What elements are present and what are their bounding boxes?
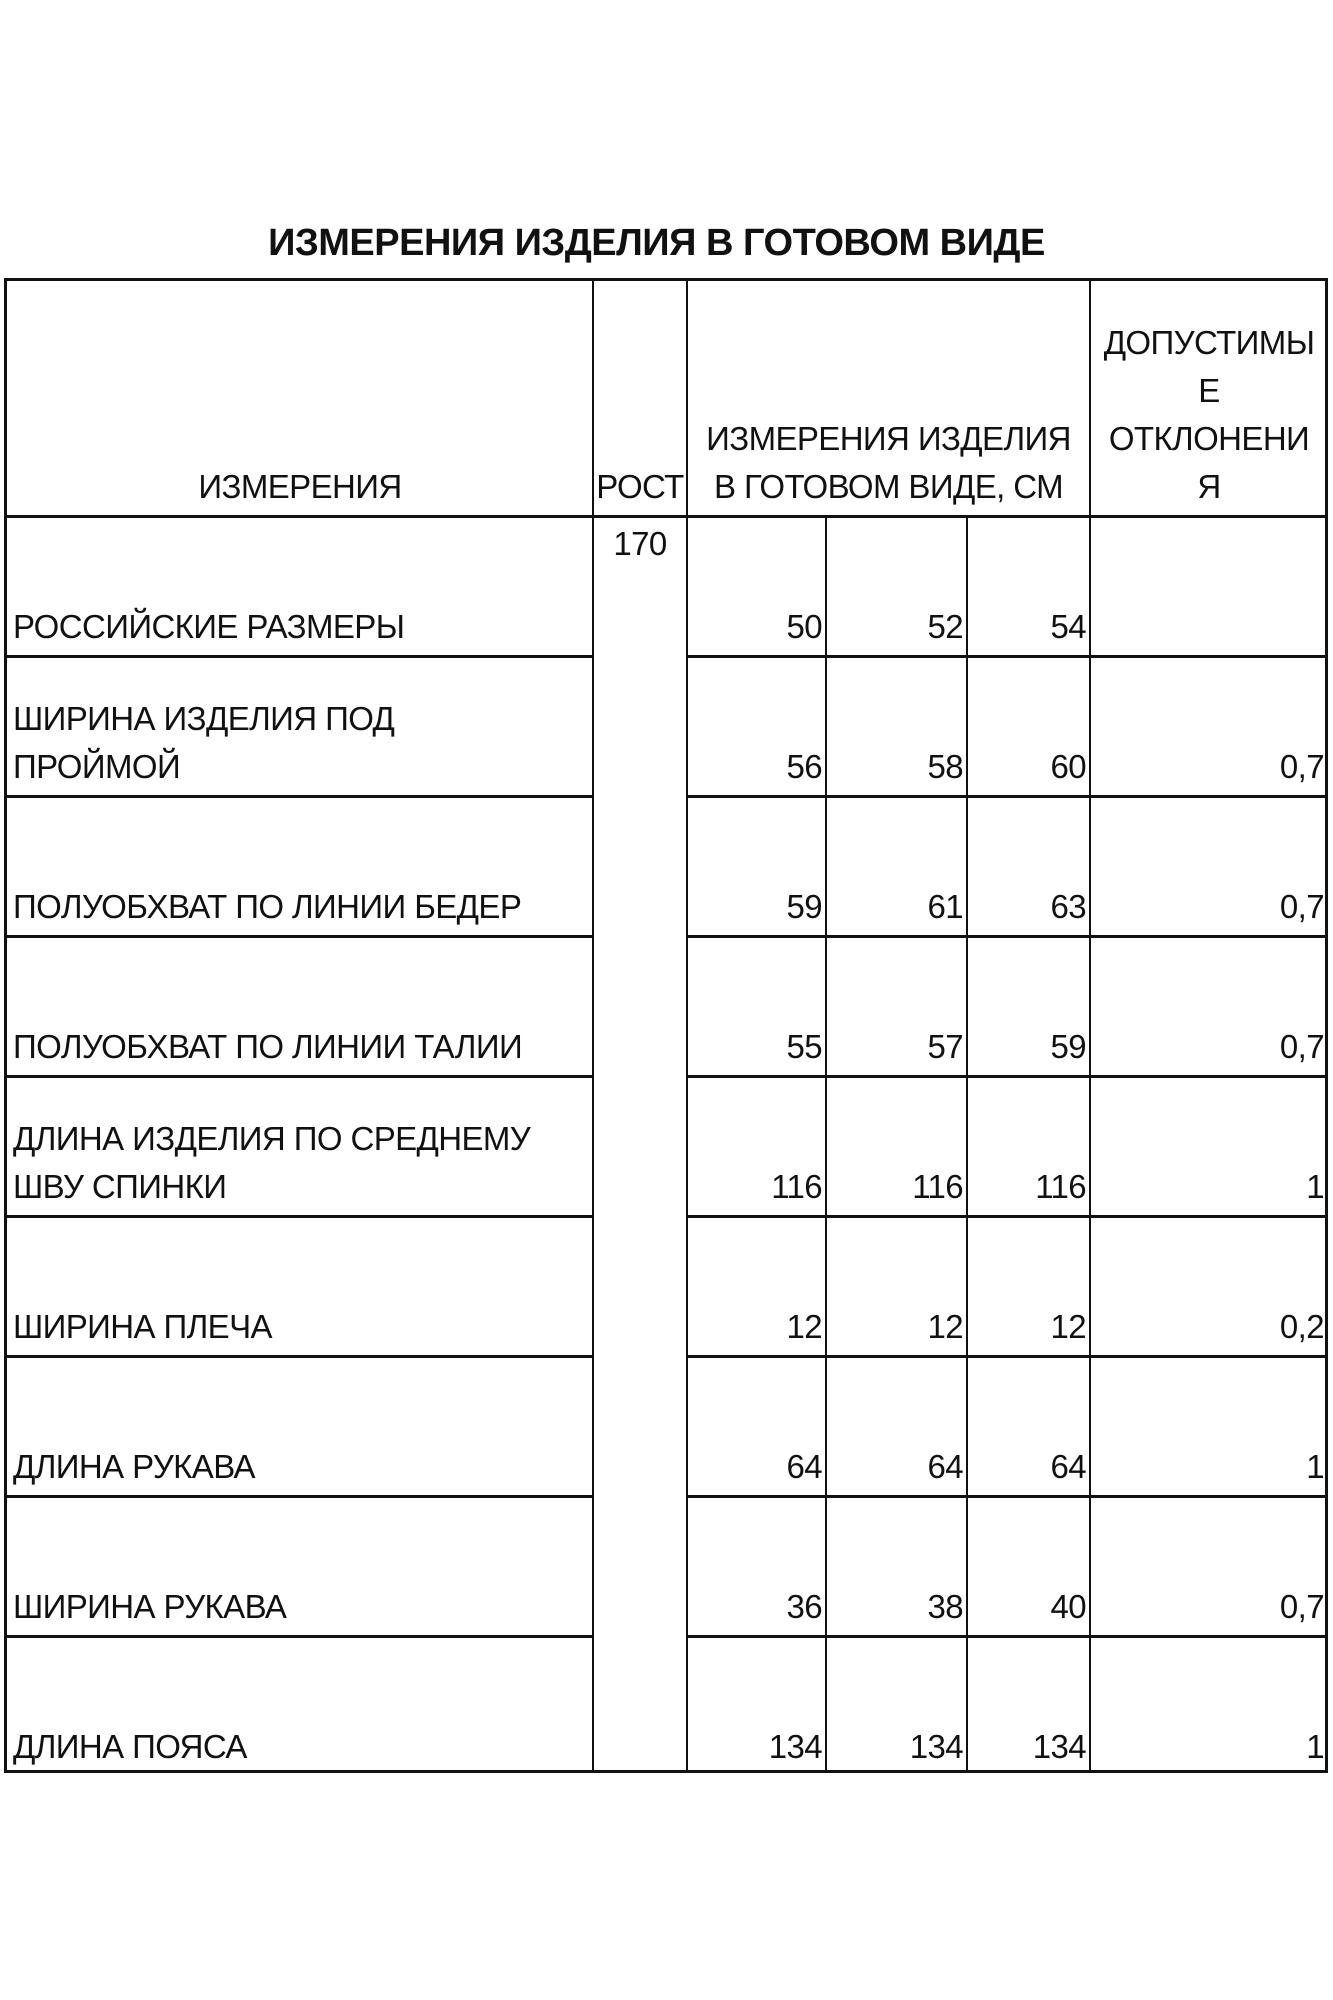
measurement-label [7,938,593,1075]
tolerance-value [1091,518,1328,655]
size-value [688,798,826,935]
size-value-text: 36 [786,1588,822,1625]
measurement-label-line: ШВУ СПИНКИ [13,1168,227,1205]
size-value [688,1078,826,1215]
size-value [968,1078,1090,1215]
measurement-label [7,1358,593,1495]
height-value: 170 [613,525,667,562]
size-value-text: 54 [1050,608,1086,645]
size-value [688,1358,826,1495]
size-value [827,1638,967,1775]
size-value [827,938,967,1075]
measurement-label-line: ПОЛУОБХВАТ ПО ЛИНИИ БЕДЕР [13,888,522,925]
size-value-text: 56 [786,748,822,785]
size-value-text: 116 [771,1168,822,1205]
measurement-label [7,798,593,935]
measurement-label [7,658,593,795]
size-value-text: 40 [1050,1588,1086,1625]
tolerance-value-text: 1 [1306,1728,1324,1765]
tolerance-value-text: 0,7 [1279,748,1324,785]
header-height [593,281,687,515]
tolerance-value [1091,1358,1328,1495]
size-value [688,1638,826,1775]
tolerance-value-text: 1 [1306,1168,1324,1205]
tolerance-value-text: 1 [1306,1448,1324,1485]
size-value [968,798,1090,935]
size-value [968,1638,1090,1775]
size-value-text: 134 [1032,1728,1086,1765]
size-value [827,798,967,935]
tolerance-value [1091,938,1328,1075]
tolerance-value-text: 0,2 [1279,1308,1324,1345]
size-value [968,518,1090,655]
header-measurements [7,281,593,515]
measurement-label-line: ДЛИНА ПОЯСА [13,1728,247,1765]
measurement-label-line: ШИРИНА РУКАВА [13,1588,287,1625]
size-value [968,938,1090,1075]
size-value-text: 64 [786,1448,822,1485]
measurement-label [7,1218,593,1355]
size-value-text: 134 [909,1728,963,1765]
size-value-text: 38 [927,1588,963,1625]
tolerance-value-text: 0,7 [1279,888,1324,925]
size-value-text: 58 [927,748,963,785]
size-value [827,1078,967,1215]
measurement-label-line: ШИРИНА ИЗДЕЛИЯ ПОД [13,700,395,737]
size-value [827,1498,967,1635]
tolerance-value-text: 0,7 [1279,1588,1324,1625]
size-value [688,1218,826,1355]
size-value [968,1498,1090,1635]
tolerance-value [1091,1078,1328,1215]
size-value-text: 63 [1050,888,1086,925]
size-value-text: 59 [1050,1028,1086,1065]
size-value-text: 12 [786,1308,822,1345]
height-cell [593,518,687,1770]
size-value-text: 61 [927,888,963,925]
measurement-label-line: ДЛИНА ИЗДЕЛИЯ ПО СРЕДНЕМУ [13,1120,531,1157]
size-value-text: 64 [927,1448,963,1485]
measurement-label-line: ДЛИНА РУКАВА [13,1448,255,1485]
size-value [688,938,826,1075]
tolerance-value [1091,1218,1328,1355]
size-value [968,658,1090,795]
header-finished-line1: ИЗМЕРЕНИЯ ИЗДЕЛИЯ [706,420,1071,457]
measurement-label-line: ПРОЙМОЙ [13,748,181,785]
measurements-table [4,278,1328,1773]
size-value [688,658,826,795]
header-finished-line2: В ГОТОВОМ ВИДЕ, СМ [713,468,1064,505]
size-value-text: 134 [768,1728,822,1765]
size-value [827,658,967,795]
size-value-text: 12 [1050,1308,1086,1345]
size-value-text: 59 [786,888,822,925]
measurement-label [7,1638,593,1775]
measurement-label [7,1078,593,1215]
size-value-text: 50 [786,608,822,645]
size-value [968,1358,1090,1495]
size-value-text: 64 [1050,1448,1086,1485]
tolerance-value [1091,1638,1328,1775]
tolerance-value [1091,1498,1328,1635]
size-value-text: 12 [927,1308,963,1345]
size-value-text: 52 [927,608,963,645]
size-value [827,1358,967,1495]
size-value [688,1498,826,1635]
size-value-text: 60 [1050,748,1086,785]
document-title: ИЗМЕРЕНИЯ ИЗДЕЛИЯ В ГОТОВОМ ВИДЕ [268,222,1045,264]
header-tolerance-line2: Е [1198,372,1220,409]
tolerance-value [1091,658,1328,795]
size-value [968,1218,1090,1355]
size-value-text: 116 [1035,1168,1086,1205]
tolerance-value [1091,798,1328,935]
header-tolerance-line4: Я [1197,468,1221,505]
header-tolerance-line1: ДОПУСТИМЫ [1103,324,1315,361]
size-value-text: 55 [786,1028,822,1065]
header-tolerance-line3: ОТКЛОНЕНИ [1108,420,1310,457]
header-height-label: РОСТ [596,468,684,505]
size-value-text: 57 [927,1028,963,1065]
size-value [688,518,826,655]
header-finished-measurements [687,281,1090,515]
measurement-label [7,1498,593,1635]
header-measurements-label: ИЗМЕРЕНИЯ [198,468,402,505]
measurement-label [7,518,593,655]
size-value [827,1218,967,1355]
measurement-label-line: ПОЛУОБХВАТ ПО ЛИНИИ ТАЛИИ [13,1028,523,1065]
tolerance-value-text: 0,7 [1279,1028,1324,1065]
measurement-label-line: ШИРИНА ПЛЕЧА [13,1308,272,1345]
size-value [827,518,967,655]
size-value-text: 116 [912,1168,963,1205]
measurement-label-line: РОССИЙСКИЕ РАЗМЕРЫ [13,608,405,645]
header-tolerance [1090,281,1328,515]
